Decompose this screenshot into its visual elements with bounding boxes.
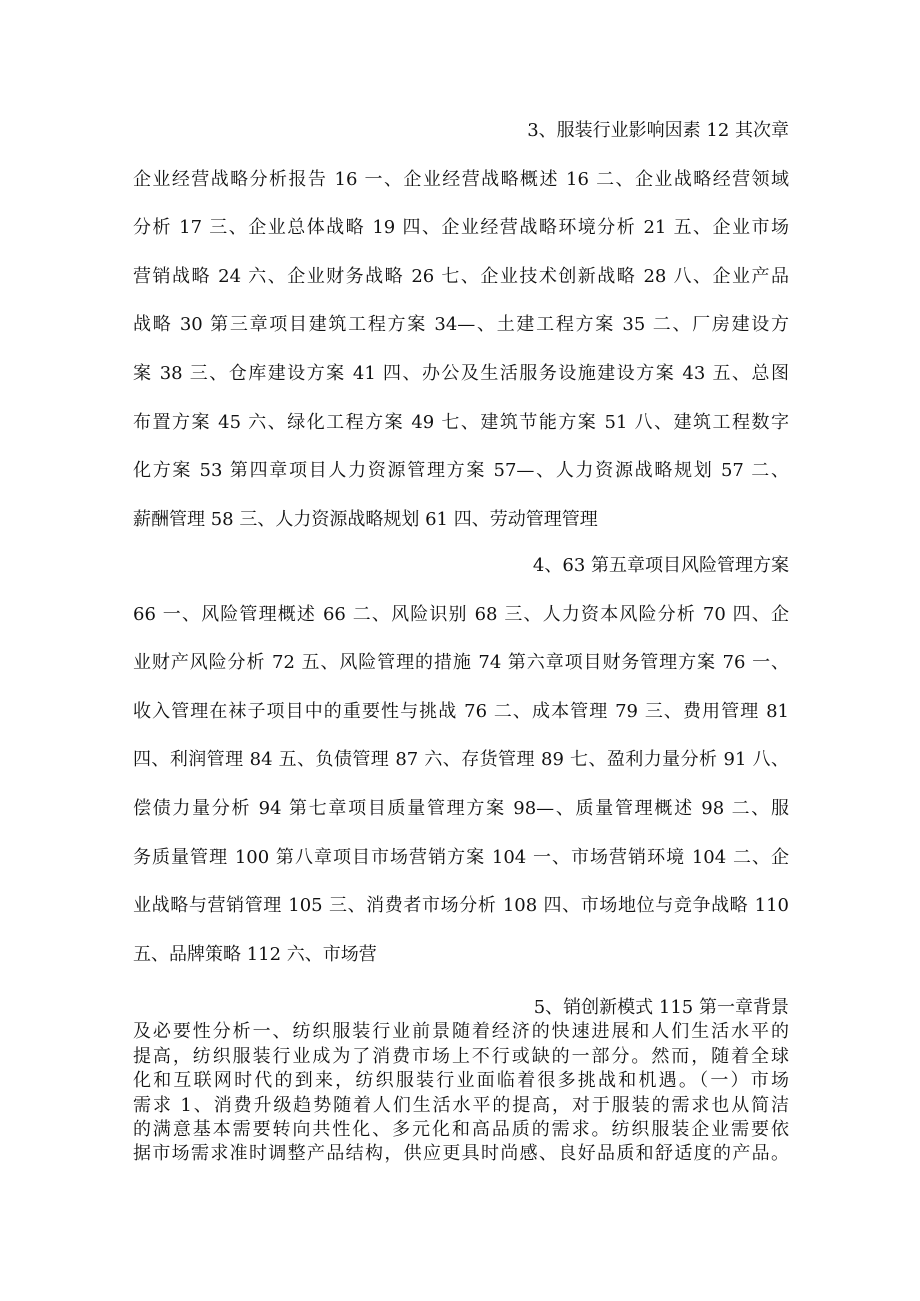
body-text-line: 的满意基本需要转向共性化、多元化和高品质的需求。纺织服装企业需要依 <box>133 1118 789 1140</box>
toc-line: 布置方案 45 六、绿化工程方案 49 七、建筑节能方案 51 八、建筑工程数字 <box>133 411 789 433</box>
toc-line: 收入管理在袜子项目中的重要性与挑战 76 二、成本管理 79 三、费用管理 81 <box>133 700 789 722</box>
body-text-line: 化和互联网时代的到来，纺织服装行业面临着很多挑战和机遇。（一）市场 <box>133 1070 789 1092</box>
toc-line: 化方案 53 第四章项目人力资源管理方案 57—、人力资源战略规划 57 二、 <box>133 460 789 482</box>
section-heading-5: 5、销创新模式 115 第一章背景 <box>533 997 789 1018</box>
toc-line: 业财产风险分析 72 五、风险管理的措施 74 第六章项目财务管理方案 76 一、 <box>133 652 789 674</box>
toc-line: 薪酬管理 58 三、人力资源战略规划 61 四、劳动管理管理 <box>133 508 598 530</box>
toc-line: 四、利润管理 84 五、负债管理 87 六、存货管理 89 七、盈利力量分析 91 八、 <box>133 749 789 771</box>
toc-line: 务质量管理 100 第八章项目市场营销方案 104 一、市场营销环境 104 二、企 <box>133 846 789 868</box>
toc-heading-3: 3、服装行业影响因素 12 其次章 <box>527 120 789 141</box>
toc-line: 分析 17 三、企业总体战略 19 四、企业经营战略环境分析 21 五、企业市场 <box>133 217 789 239</box>
toc-line: 企业经营战略分析报告 16 一、企业经营战略概述 16 二、企业战略经营领域 <box>133 168 789 190</box>
body-text-line: 据市场需求准时调整产品结构，供应更具时尚感、良好品质和舒适度的产品。 <box>133 1143 789 1165</box>
toc-line: 营销战略 24 六、企业财务战略 26 七、企业技术创新战略 28 八、企业产品 <box>133 265 789 287</box>
body-text-line: 提高，纺织服装行业成为了消费市场上不行或缺的一部分。然而，随着全球 <box>133 1045 789 1067</box>
toc-line: 业战略与营销管理 105 三、消费者市场分析 108 四、市场地位与竞争战略 110 <box>133 895 789 917</box>
toc-section-3 <box>133 107 789 544</box>
toc-line: 五、品牌策略 112 六、市场营 <box>133 943 377 965</box>
toc-line: 66 一、风险管理概述 66 二、风险识别 68 三、人力资本风险分析 70 四、企 <box>133 603 789 625</box>
toc-line: 战略 30 第三章项目建筑工程方案 34—、土建工程方案 35 二、厂房建设方 <box>133 314 789 336</box>
toc-line: 偿债力量分析 94 第七章项目质量管理方案 98—、质量管理概述 98 二、服 <box>133 797 789 819</box>
body-section-5 <box>133 996 789 1167</box>
toc-section-4 <box>133 542 789 979</box>
body-text-line: 及必要性分析一、纺织服装行业前景随着经济的快速进展和人们生活水平的 <box>133 1021 789 1043</box>
toc-heading-4: 4、63 第五章项目风险管理方案 <box>532 555 789 576</box>
toc-line: 案 38 三、仓库建设方案 41 四、办公及生活服务设施建设方案 43 五、总图 <box>133 362 789 384</box>
body-text-line: 需求 1、消费升级趋势随着人们生活水平的提高，对于服装的需求也从简洁 <box>133 1094 789 1116</box>
